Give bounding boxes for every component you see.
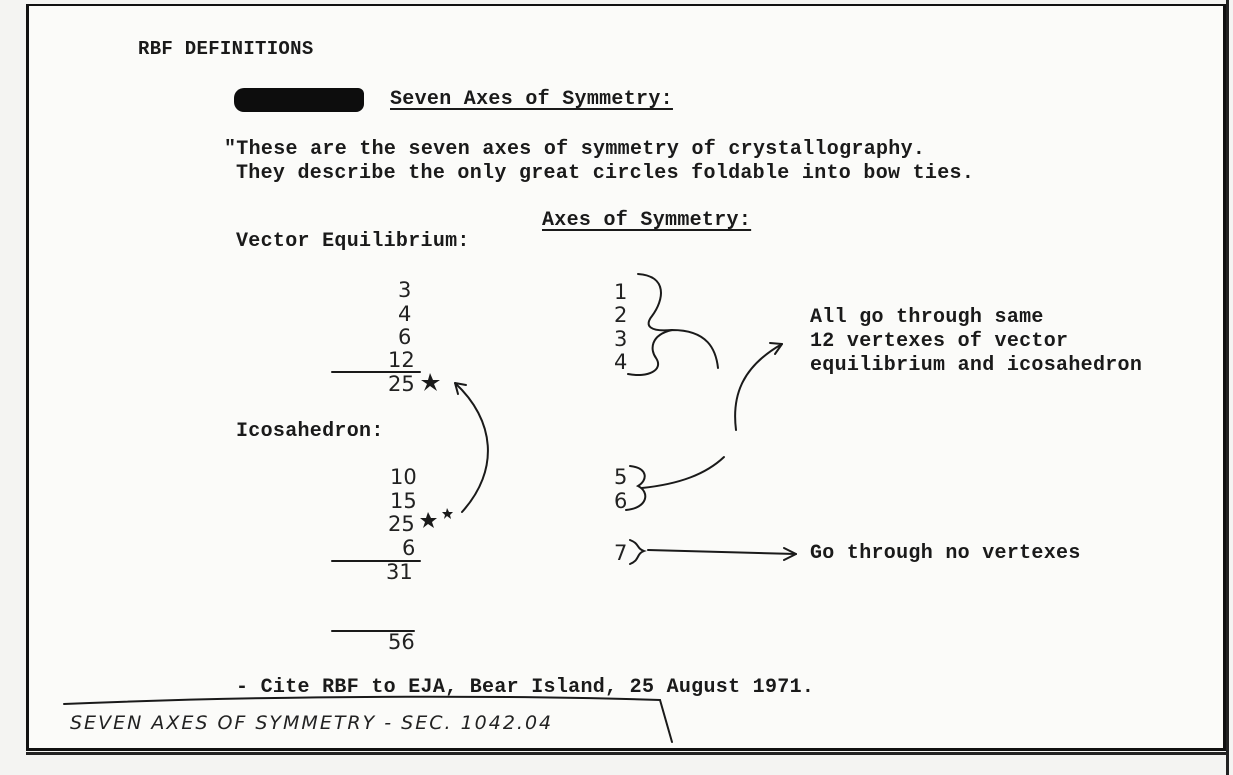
star-icon (442, 508, 453, 519)
entry-heading: Seven Axes of Symmetry: (390, 88, 673, 111)
ve-value: 3 (398, 278, 412, 302)
brace-group-c (630, 540, 644, 564)
ve-value: 12 (388, 348, 415, 372)
ico-value: 25 (388, 512, 415, 536)
icosa-to-ve-arrow (455, 383, 488, 512)
ico-value: 10 (390, 465, 417, 489)
group-b-connector (642, 457, 724, 488)
page-title: RBF DEFINITIONS (138, 38, 314, 60)
note-group-a-line-2: 12 vertexes of vector (810, 330, 1069, 353)
icosahedron-label: Icosahedron: (236, 420, 384, 443)
ico-value: 6 (402, 536, 416, 560)
quote-line-1: "These are the seven axes of symmetry of crystallography. (224, 138, 926, 161)
axis-number: 1 (614, 280, 628, 304)
group-c-arrow (648, 550, 796, 554)
axis-number: 2 (614, 303, 628, 327)
citation: - Cite RBF to EJA, Bear Island, 25 August 1971. (236, 676, 815, 699)
quote-line-2: They describe the only great circles foldable into bow ties. (236, 162, 975, 185)
group-a-arrow (735, 344, 782, 430)
axis-number: 7 (614, 541, 628, 565)
note-group-a-line-3: equilibrium and icosahedron (810, 354, 1143, 377)
brace-group-a-bottom (628, 330, 672, 375)
note-group-c: Go through no vertexes (810, 542, 1081, 565)
axis-number: 3 (614, 327, 628, 351)
handwritten-section-label: SEVEN AXES OF SYMMETRY - SEC. 1042.04 (70, 712, 554, 734)
axes-of-symmetry-label: Axes of Symmetry: (542, 209, 752, 232)
note-group-a-line-1: All go through same (810, 306, 1044, 329)
axis-number: 4 (614, 350, 628, 374)
star-icon (421, 373, 440, 391)
ve-value: 6 (398, 325, 412, 349)
brace-group-a-top (638, 274, 718, 368)
ve-total: 25 (388, 372, 415, 396)
axis-number: 5 (614, 465, 628, 489)
handwritten-underline (64, 697, 672, 742)
ico-subtotal: 31 (386, 560, 413, 584)
star-icon (420, 512, 437, 528)
vector-equilibrium-label: Vector Equilibrium: (236, 230, 470, 253)
ve-value: 4 (398, 302, 412, 326)
ico-value: 15 (390, 489, 417, 513)
ico-grand-total: 56 (388, 630, 415, 654)
axis-number: 6 (614, 489, 628, 513)
